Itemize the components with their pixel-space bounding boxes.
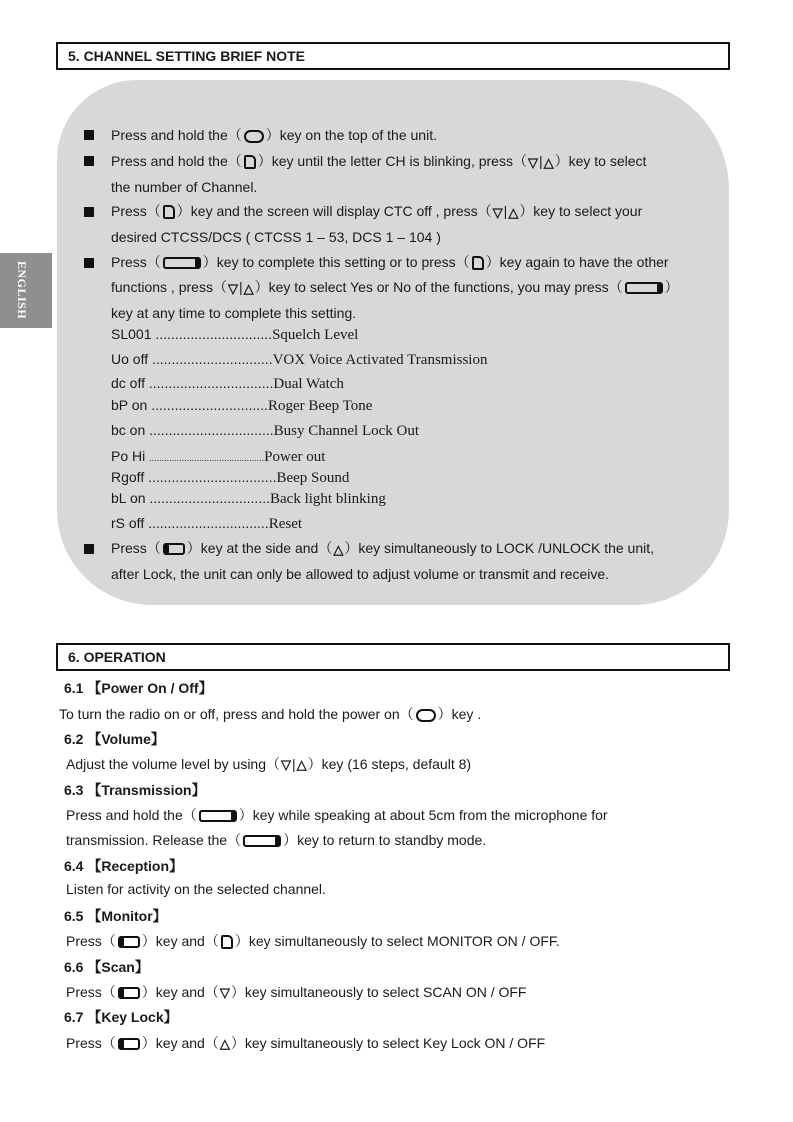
up-key-icon: △: [333, 541, 344, 557]
up-key-icon: △: [508, 204, 519, 220]
subsection-6-7-title: 6.7 【Key Lock】: [64, 1009, 178, 1025]
down-key-icon: ▽: [492, 204, 503, 220]
side-key-icon: [118, 987, 140, 999]
section-6-title: 6. OPERATION: [56, 643, 730, 671]
subsection-6-4-text: Listen for activity on the selected channel.: [66, 881, 326, 897]
note-item-5: Press（ ）key at the side and（△）key simultaneously to LOCK /UNLOCK the unit, after Lock, the unit can only be allowed to adjust volume or transmit and receive.: [111, 536, 731, 587]
setting-row: rS off ...............................Reset: [111, 515, 303, 532]
setting-row: Uo off ...............................VOX Voice Activated Transmission: [111, 351, 488, 368]
bullet-icon: [84, 544, 94, 554]
power-key-icon: [244, 130, 264, 143]
setting-row: bc on ................................Busy Channel Lock Out: [111, 422, 420, 439]
language-side-tab: [0, 253, 52, 328]
setting-row: SL001 ..............................Squelch Level: [111, 326, 359, 343]
side-key-icon: [163, 543, 185, 555]
ptt-key-icon: [625, 282, 663, 294]
bullet-icon: [84, 156, 94, 166]
setting-row: Rgoff .................................Beep Sound: [111, 469, 350, 486]
subsection-6-3-text: Press and hold the（ ）key while speaking at about 5cm from the microphone for: [66, 807, 608, 823]
language-label: ENGLISH: [15, 261, 29, 320]
subsection-6-1-text: To turn the radio on or off, press and hold the power on（ ）key .: [59, 706, 482, 722]
subsection-6-2-title: 6.2 【Volume】: [64, 731, 165, 747]
subsection-6-7-text: Press（ ）key and（△）key simultaneously to select Key Lock ON / OFF: [66, 1035, 546, 1052]
menu-key-icon: [221, 935, 233, 949]
section-5-title: 5. CHANNEL SETTING BRIEF NOTE: [56, 42, 730, 70]
down-key-icon: ▽: [219, 985, 230, 1001]
menu-key-icon: [472, 256, 484, 270]
down-key-icon: ▽: [527, 154, 538, 170]
up-key-icon: △: [243, 280, 254, 296]
subsection-6-5-title: 6.5 【Monitor】: [64, 908, 167, 924]
down-key-icon: ▽: [227, 280, 238, 296]
ptt-key-icon: [163, 257, 201, 269]
subsection-6-4-title: 6.4 【Reception】: [64, 858, 184, 874]
menu-key-icon: [163, 205, 175, 219]
subsection-6-1-title: 6.1 【Power On / Off】: [64, 680, 213, 696]
setting-row: bP on ..............................Roger Beep Tone: [111, 397, 373, 414]
side-key-icon: [118, 1038, 140, 1050]
up-key-icon: △: [296, 757, 307, 773]
bullet-icon: [84, 130, 94, 140]
note-item-4: Press（ ）key to complete this setting or to press（ ）key again to have the other functions , press（▽|△）key to select Yes or No of the functions, you may press（ ） key at any time to complete this setting.: [111, 254, 679, 321]
up-key-icon: △: [219, 1036, 230, 1052]
subsection-6-2-text: Adjust the volume level by using（▽|△）key (16 steps, default 8): [66, 756, 472, 773]
note-item-1: Press and hold the（ ）key on the top of the unit.: [111, 127, 437, 143]
subsection-6-5-text: Press（ ）key and（ ）key simultaneously to select MONITOR ON / OFF.: [66, 933, 560, 949]
power-key-icon: [416, 709, 436, 722]
ptt-key-icon: [199, 810, 237, 822]
note-item-3: Press（ ）key and the screen will display CTC off , press（▽|△）key to select your desired CTCSS/DCS ( CTCSS 1 – 53, DCS 1 – 104 ): [111, 199, 731, 250]
setting-row: dc off ................................Dual Watch: [111, 375, 344, 392]
subsection-6-3-text-2: transmission. Release the（ ）key to return to standby mode.: [66, 832, 487, 848]
bullet-icon: [84, 207, 94, 217]
ptt-key-icon: [243, 835, 281, 847]
subsection-6-6-title: 6.6 【Scan】: [64, 959, 149, 975]
setting-row: bL on ...............................Back light blinking: [111, 490, 386, 507]
bullet-icon: [84, 258, 94, 268]
setting-row: Po Hi ..............................................Power out: [111, 448, 326, 465]
up-key-icon: △: [543, 154, 554, 170]
subsection-6-6-text: Press（ ）key and（▽）key simultaneously to select SCAN ON / OFF: [66, 984, 527, 1001]
menu-key-icon: [244, 155, 256, 169]
down-key-icon: ▽: [281, 757, 291, 773]
note-item-2: Press and hold the（ ）key until the letter CH is blinking, press（▽|△）key to select the number of Channel.: [111, 149, 731, 200]
subsection-6-3-title: 6.3 【Transmission】: [64, 782, 206, 798]
side-key-icon: [118, 936, 140, 948]
